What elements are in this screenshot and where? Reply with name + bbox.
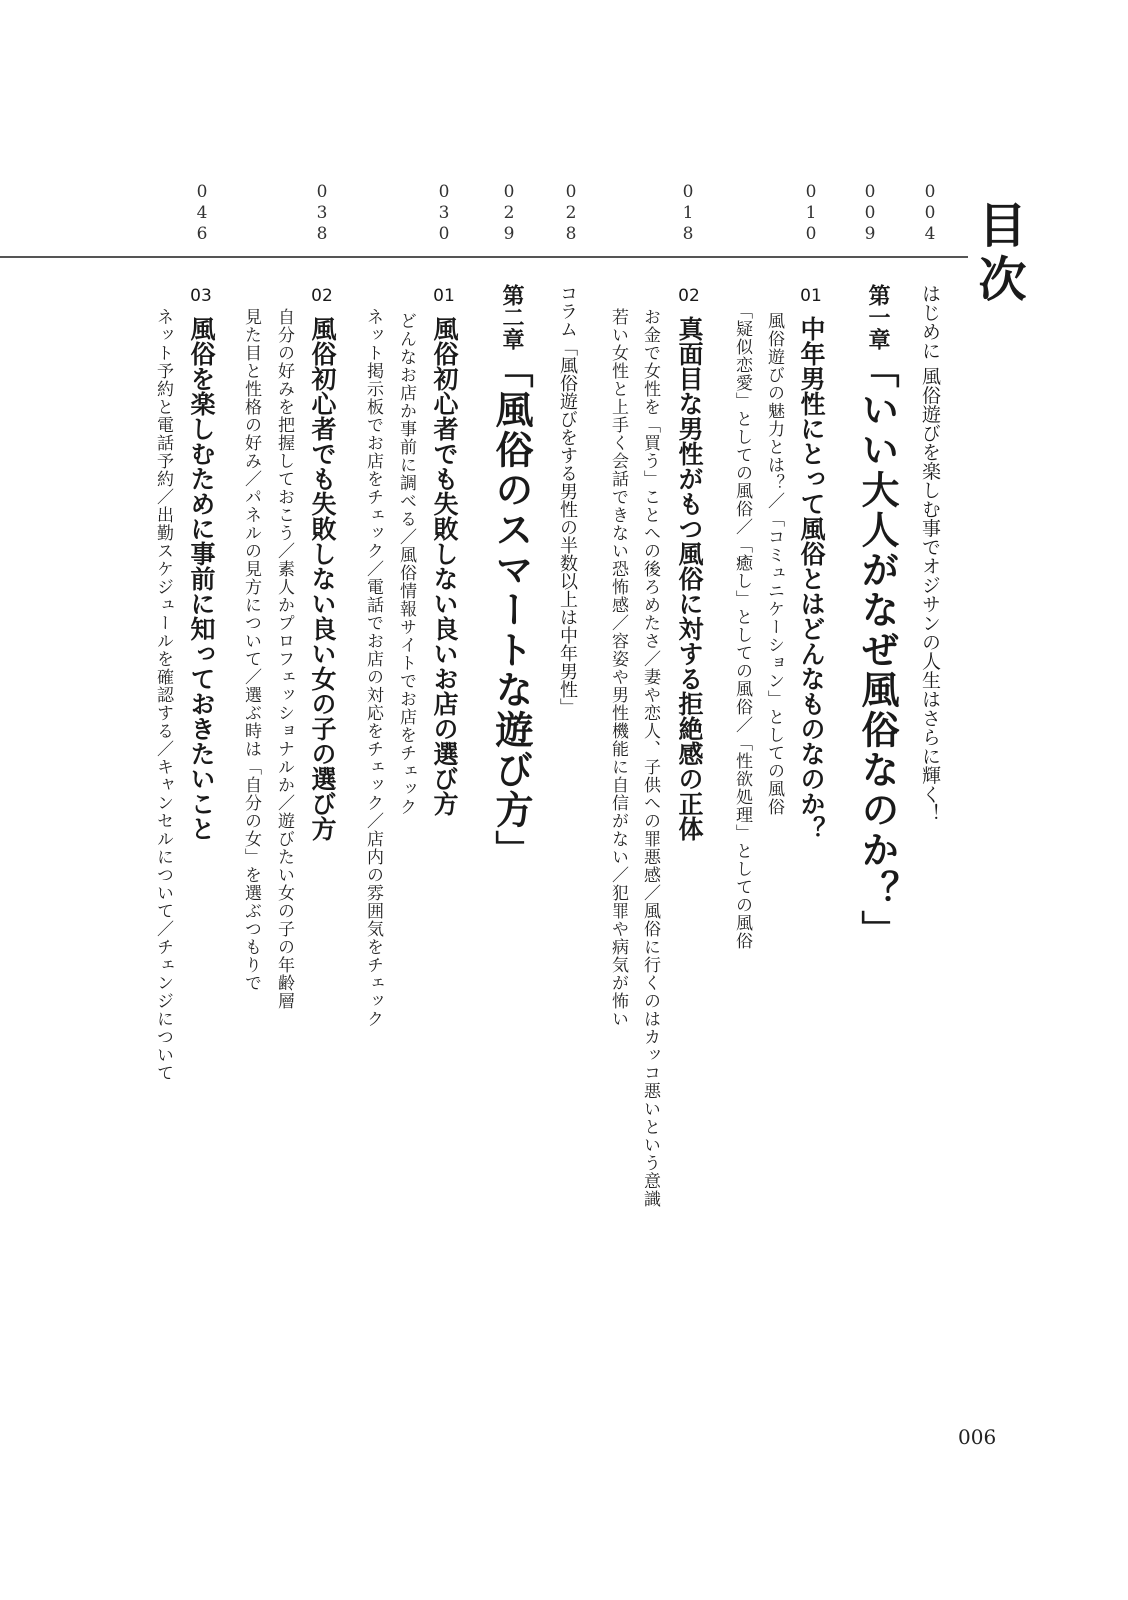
page-ref-text: [310, 182, 334, 245]
page-ref-digit: 4: [924, 224, 936, 244]
page-ref-text: [918, 182, 942, 245]
page-ref-section5: [190, 182, 214, 245]
page-ref-digit: 0: [196, 182, 208, 202]
section1-heading: 中年男性にとって風俗とはどんなものなのか？: [797, 316, 826, 841]
page-ref-digit: 0: [438, 182, 450, 202]
section4-sub1: 自分の好みを把握しておこう／素人かプロフェッショナルか／遊びたい女の子の年齢層: [274, 308, 294, 1010]
page-ref-digit: 0: [805, 182, 817, 202]
page-ref-text: [432, 182, 456, 245]
section4-number: 02: [311, 286, 333, 306]
section5-sub1: ネット予約と電話予約／出勤スケジュールを確認する／キャンセルについて／チェンジについて: [153, 308, 173, 1082]
page-ref-intro: [918, 182, 942, 245]
page-ref-digit: 2: [503, 203, 515, 223]
section5-heading: 風俗を楽しむために事前に知っておきたいこと: [187, 316, 216, 841]
page-ref-digit: 9: [864, 224, 876, 244]
page-ref-digit: 0: [864, 203, 876, 223]
page-ref-text: [190, 182, 214, 245]
page-ref-digit: 4: [196, 203, 208, 223]
section1-sub1: 風俗遊びの魅力とは？／「コミュニケーション」としての風俗: [764, 312, 784, 816]
page-ref-text: [858, 182, 882, 245]
page-ref-digit: 0: [805, 224, 817, 244]
page-ref-digit: 2: [565, 203, 577, 223]
page-ref-column: [559, 182, 583, 245]
section2-sub1: お金で女性を「買う」ことへの後ろめたさ／妻や恋人、子供への罪悪感／風俗に行くのはカッコ悪いという意識: [640, 308, 660, 1208]
chapter2-entry: [484, 284, 539, 870]
section3-sub1: どんなお店か事前に調べる／風俗情報サイトでお店をチェック: [396, 312, 416, 816]
section2-heading: 真面目な男性がもつ風俗に対する拒絶感の正体: [675, 316, 704, 841]
page-ref-digit: 3: [316, 203, 328, 223]
section2-number: 02: [678, 286, 700, 306]
page-ref-section3: [432, 182, 456, 245]
page-ref-chapter1: [858, 182, 882, 245]
page-ref-text: [497, 182, 521, 245]
page-ref-digit: 1: [805, 203, 817, 223]
page-ref-digit: 8: [682, 224, 694, 244]
page-ref-digit: 6: [196, 224, 208, 244]
chapter1-entry: [850, 284, 905, 950]
section3-sub2: ネット掲示板でお店をチェック／電話でお店の対応をチェック／店内の雰囲気をチェック: [363, 308, 383, 1028]
page-ref-digit: 0: [682, 182, 694, 202]
page-ref-digit: 1: [682, 203, 694, 223]
page-ref-chapter2: [497, 182, 521, 245]
section1-number: 01: [800, 286, 822, 306]
page-title: 目次: [970, 200, 1026, 308]
page-ref-digit: 0: [924, 203, 936, 223]
chapter1-label: 第一章: [865, 284, 890, 350]
page-ref-digit: 0: [565, 182, 577, 202]
page-ref-section4: [310, 182, 334, 245]
page-number: 006: [958, 1425, 997, 1449]
section3-number: 01: [433, 286, 455, 306]
chapter1-title: 「いい大人がなぜ風俗なのか？」: [855, 350, 899, 950]
page-ref-text: [799, 182, 823, 245]
column-entry: コラム「風俗遊びをする男性の半数以上は中年男性」: [557, 284, 578, 716]
page-ref-digit: 8: [316, 224, 328, 244]
intro-entry: はじめに 風俗遊びを楽しむ事でオジサンの人生はさらに輝く！: [919, 284, 941, 823]
page-ref-digit: 0: [924, 182, 936, 202]
header-rule: [0, 256, 968, 258]
section2-sub2: 若い女性と上手く会話できない恐怖感／容姿や男性機能に自信がない／犯罪や病気が怖い: [608, 308, 628, 1028]
section4-heading: 風俗初心者でも失敗しない良い女の子の選び方: [308, 316, 337, 841]
page-ref-digit: 0: [864, 182, 876, 202]
page-ref-digit: 8: [565, 224, 577, 244]
page-ref-digit: 9: [503, 224, 515, 244]
page-ref-digit: 0: [438, 224, 450, 244]
page-ref-digit: 0: [316, 182, 328, 202]
page-ref-section1: [799, 182, 823, 245]
page-ref-digit: 3: [438, 203, 450, 223]
page-ref-text: [676, 182, 700, 245]
section3-heading: 風俗初心者でも失敗しない良いお店の選び方: [430, 316, 459, 816]
section5-number: 03: [190, 286, 212, 306]
page-ref-text: [559, 182, 583, 245]
section4-sub2: 見た目と性格の好み／パネルの見方について／選ぶ時は「自分の女」を選ぶつもりで: [241, 308, 261, 992]
page-ref-digit: 0: [503, 182, 515, 202]
section1-sub2: 「疑似恋愛」としての風俗／「癒し」としての風俗／「性欲処理」としての風俗: [732, 302, 752, 950]
chapter2-title: 「風俗のスマートな遊び方」: [489, 350, 533, 870]
chapter2-label: 第二章: [499, 284, 524, 350]
page-ref-section2: [676, 182, 700, 245]
